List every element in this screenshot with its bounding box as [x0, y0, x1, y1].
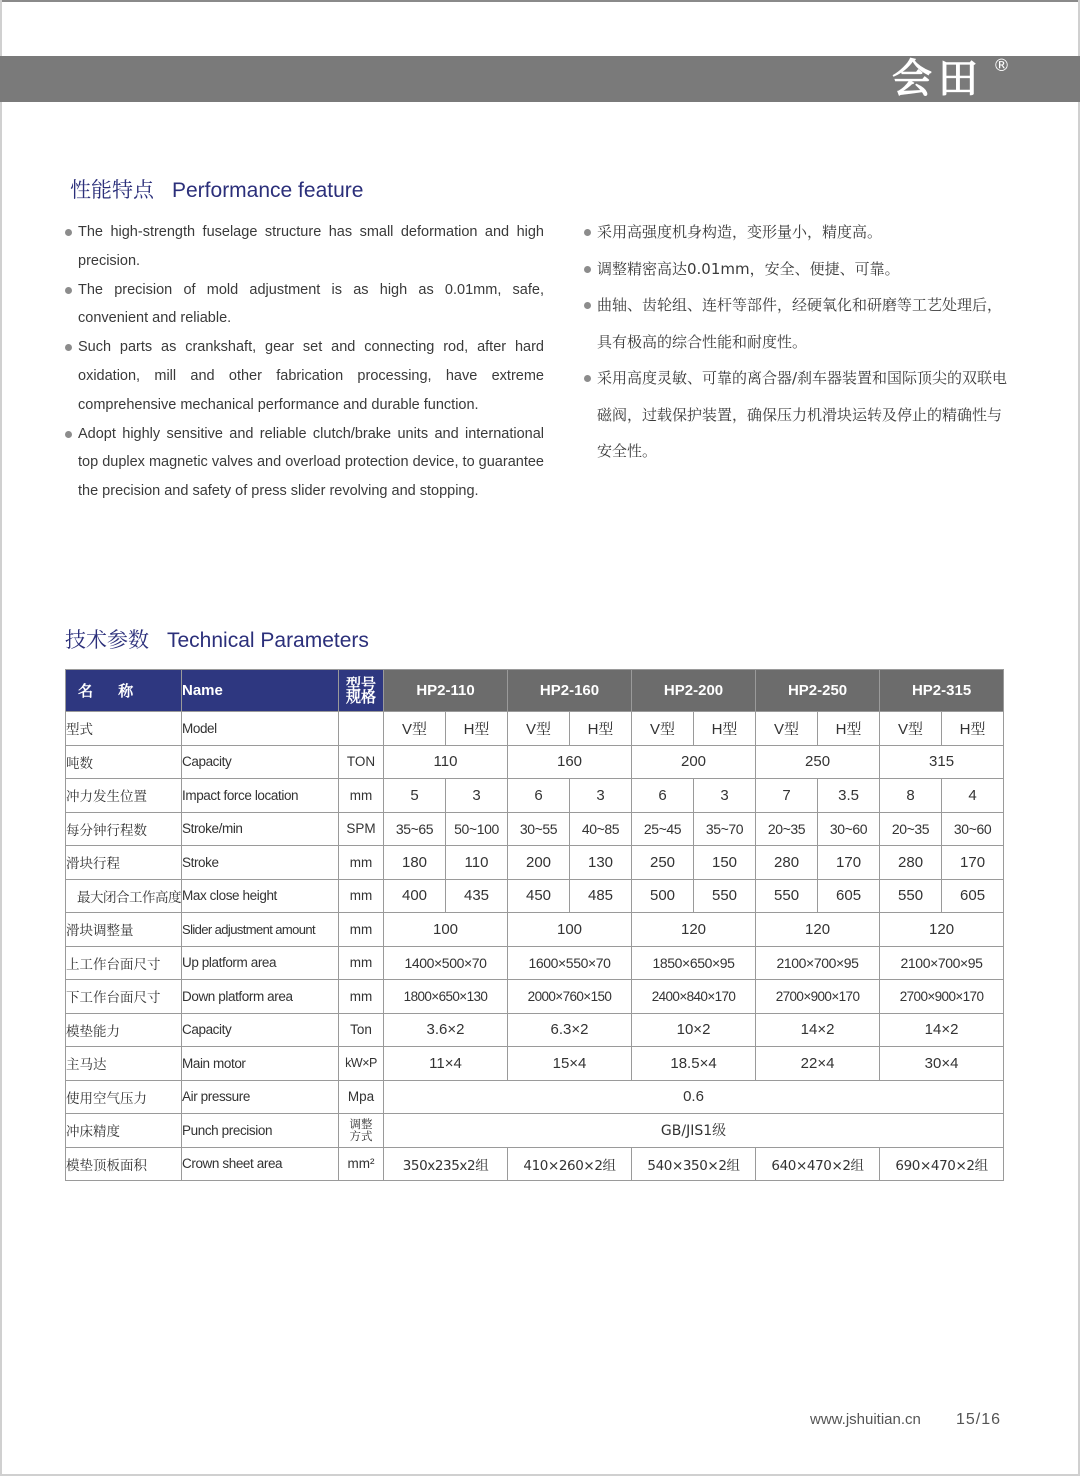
row-unit: mm: [339, 913, 384, 947]
row-label-en: Capacity: [182, 1013, 339, 1047]
table-cell: 100: [508, 913, 632, 947]
table-cell: 170: [818, 846, 880, 880]
row-label-zh: 滑块行程: [66, 846, 182, 880]
row-unit: mm: [339, 946, 384, 980]
table-cell: 2700×900×170: [756, 980, 880, 1014]
table-cell: 315: [880, 745, 1004, 779]
row-unit: [339, 1114, 384, 1148]
technical-title-zh: 技术参数: [65, 628, 149, 652]
table-cell: 3: [446, 779, 508, 813]
table-row-model-type: [66, 712, 1004, 746]
table-cell: 605: [942, 879, 1004, 913]
table-cell: 3: [694, 779, 756, 813]
feature-item-en: Such parts as crankshaft, gear set and connecting rod, after hard oxidation, mill and other fabrication processing, have extreme comprehensive mechanical performance and durable function.: [64, 333, 544, 419]
table-cell: 40~85: [570, 812, 632, 846]
header-spec-line1: 型号: [345, 674, 376, 693]
table-cell: V型: [508, 712, 570, 746]
table-cell: 350x235x2组: [384, 1147, 508, 1181]
table-cell: 540×350×2组: [632, 1147, 756, 1181]
table-cell: 550: [880, 879, 942, 913]
table-cell: 180: [384, 846, 446, 880]
row-label-zh: 型式: [66, 712, 182, 746]
table-cell: 250: [632, 846, 694, 880]
table-cell: 14×2: [880, 1013, 1004, 1047]
feature-list-zh: [583, 214, 1008, 470]
table-row: [66, 846, 1004, 880]
header-model: HP2-200: [632, 670, 756, 712]
table-cell: 7: [756, 779, 818, 813]
row-unit: mm: [339, 846, 384, 880]
table-cell: 1400×500×70: [384, 946, 508, 980]
table-cell: 6: [632, 779, 694, 813]
feature-item-en: The high-strength fuselage structure has small deformation and high precision.: [64, 218, 544, 276]
row-label-en: Slider adjustment amount: [182, 913, 339, 947]
technical-title: [65, 624, 369, 654]
table-cell: 130: [570, 846, 632, 880]
table-cell: 100: [384, 913, 508, 947]
row-label-zh: 吨数: [66, 745, 182, 779]
table-cell: 22×4: [756, 1047, 880, 1081]
table-cell: 605: [818, 879, 880, 913]
table-cell: 170: [942, 846, 1004, 880]
table-row: [66, 913, 1004, 947]
table-cell: 110: [384, 745, 508, 779]
table-cell: 485: [570, 879, 632, 913]
row-unit: mm: [339, 980, 384, 1014]
row-label-zh: 上工作台面尺寸: [66, 946, 182, 980]
feature-list-en: [64, 218, 544, 506]
row-unit: [339, 712, 384, 746]
table-cell: 1850×650×95: [632, 946, 756, 980]
page-border-left: [0, 0, 2, 1476]
table-row: [66, 779, 1004, 813]
table-cell: 10×2: [632, 1013, 756, 1047]
table-cell: 120: [756, 913, 880, 947]
row-unit: TON: [339, 745, 384, 779]
brand-logo: 会田: [892, 56, 984, 102]
header-model: HP2-110: [384, 670, 508, 712]
table-cell: V型: [880, 712, 942, 746]
technical-parameters-table: [65, 669, 1004, 1181]
feature-item-en: The precision of mold adjustment is as high as 0.01mm, safe, convenient and reliable.: [64, 276, 544, 334]
row-label-en: Impact force location: [182, 779, 339, 813]
row-label-zh: 最大闭合工作高度: [66, 879, 182, 913]
table-cell: 110: [446, 846, 508, 880]
feature-item-zh: 调整精密高达0.01mm，安全、便捷、可靠。: [583, 251, 1008, 288]
table-cell: 6.3×2: [508, 1013, 632, 1047]
table-cell: 30~55: [508, 812, 570, 846]
row-label-zh: 冲床精度: [66, 1114, 182, 1148]
row-label-zh: 冲力发生位置: [66, 779, 182, 813]
row-unit-line2: 方式: [349, 1129, 373, 1144]
header-spec: [339, 670, 384, 712]
row-unit: mm: [339, 879, 384, 913]
performance-title: [70, 174, 363, 204]
page-number: 15/16: [956, 1411, 1002, 1428]
table-cell: 2100×700×95: [756, 946, 880, 980]
table-cell: 250: [756, 745, 880, 779]
page-border-top: [0, 0, 1080, 2]
table-cell: 2000×760×150: [508, 980, 632, 1014]
table-cell: 435: [446, 879, 508, 913]
table-cell: 640×470×2组: [756, 1147, 880, 1181]
table-cell: V型: [632, 712, 694, 746]
table-cell: H型: [694, 712, 756, 746]
header-model: HP2-315: [880, 670, 1004, 712]
table-row: [66, 946, 1004, 980]
footer-website: www.jshuitian.cn: [810, 1411, 921, 1428]
row-label-zh: 下工作台面尺寸: [66, 980, 182, 1014]
table-cell: 18.5×4: [632, 1047, 756, 1081]
table-cell: 1800×650×130: [384, 980, 508, 1014]
table-cell: 280: [756, 846, 818, 880]
table-cell: 25~45: [632, 812, 694, 846]
table-cell: 8: [880, 779, 942, 813]
row-label-en: Stroke/min: [182, 812, 339, 846]
table-cell: GB/JIS1级: [384, 1114, 1004, 1148]
table-cell: 30~60: [942, 812, 1004, 846]
table-row: [66, 980, 1004, 1014]
feature-item-zh: 采用高度灵敏、可靠的离合器/刹车器装置和国际顶尖的双联电磁阀，过载保护装置，确保压力机滑块运转及停止的精确性与安全性。: [583, 360, 1008, 470]
header-model: HP2-160: [508, 670, 632, 712]
table-cell: 30~60: [818, 812, 880, 846]
table-cell: 410×260×2组: [508, 1147, 632, 1181]
row-label-zh: 模垫能力: [66, 1013, 182, 1047]
row-label-zh: 每分钟行程数: [66, 812, 182, 846]
row-label-en: Up platform area: [182, 946, 339, 980]
table-cell: 0.6: [384, 1080, 1004, 1114]
table-cell: 500: [632, 879, 694, 913]
table-cell: 35~70: [694, 812, 756, 846]
header-name-en: Name: [182, 670, 339, 712]
table-cell: 3.6×2: [384, 1013, 508, 1047]
table-cell: 120: [880, 913, 1004, 947]
table-row: [66, 812, 1004, 846]
row-label-en: Punch precision: [182, 1114, 339, 1148]
table-cell: 30×4: [880, 1047, 1004, 1081]
row-label-zh: 主马达: [66, 1047, 182, 1081]
row-label-en: Model: [182, 712, 339, 746]
table-cell: 3: [570, 779, 632, 813]
table-cell: 2100×700×95: [880, 946, 1004, 980]
feature-item-zh: 曲轴、齿轮组、连杆等部件，经硬氧化和研磨等工艺处理后，具有极高的综合性能和耐度性。: [583, 287, 1008, 360]
table-cell: 550: [694, 879, 756, 913]
row-unit: SPM: [339, 812, 384, 846]
table-cell: 690×470×2组: [880, 1147, 1004, 1181]
table-cell: 120: [632, 913, 756, 947]
table-cell: H型: [570, 712, 632, 746]
table-cell: 2400×840×170: [632, 980, 756, 1014]
table-row: [66, 1147, 1004, 1181]
table-cell: 400: [384, 879, 446, 913]
table-cell: 200: [508, 846, 570, 880]
table-cell: 5: [384, 779, 446, 813]
table-row: [66, 745, 1004, 779]
header-name-zh: 名 称: [66, 670, 182, 712]
table-header-row: [66, 670, 1004, 712]
row-unit: mm: [339, 779, 384, 813]
table-row: [66, 1047, 1004, 1081]
table-row: [66, 1080, 1004, 1114]
table-cell: 11×4: [384, 1047, 508, 1081]
table-cell: 6: [508, 779, 570, 813]
row-unit-line1: 调整: [349, 1117, 373, 1132]
table-row: [66, 1114, 1004, 1148]
row-label-en: Air pressure: [182, 1080, 339, 1114]
table-cell: 20~35: [880, 812, 942, 846]
performance-title-zh: 性能特点: [70, 178, 154, 202]
table-cell: 14×2: [756, 1013, 880, 1047]
row-label-en: Crown sheet area: [182, 1147, 339, 1181]
table-cell: 2700×900×170: [880, 980, 1004, 1014]
table-cell: 20~35: [756, 812, 818, 846]
row-label-en: Max close height: [182, 879, 339, 913]
row-label-zh: 使用空气压力: [66, 1080, 182, 1114]
row-label-en: Stroke: [182, 846, 339, 880]
row-unit: mm²: [339, 1147, 384, 1181]
performance-title-en: Performance feature: [172, 179, 364, 202]
table-cell: V型: [756, 712, 818, 746]
registered-mark: ®: [993, 56, 1010, 76]
row-label-zh: 模垫顶板面积: [66, 1147, 182, 1181]
header-spec-line2: 规格: [345, 687, 376, 706]
row-label-en: Down platform area: [182, 980, 339, 1014]
table-cell: 4: [942, 779, 1004, 813]
row-unit: Mpa: [339, 1080, 384, 1114]
row-label-zh: 滑块调整量: [66, 913, 182, 947]
row-unit: kW×P: [339, 1047, 384, 1081]
row-label-en: Main motor: [182, 1047, 339, 1081]
row-unit: Ton: [339, 1013, 384, 1047]
table-row: [66, 879, 1004, 913]
table-cell: H型: [446, 712, 508, 746]
table-cell: H型: [942, 712, 1004, 746]
header-model: HP2-250: [756, 670, 880, 712]
table-cell: 280: [880, 846, 942, 880]
table-cell: 200: [632, 745, 756, 779]
table-cell: 3.5: [818, 779, 880, 813]
table-cell: 150: [694, 846, 756, 880]
row-label-en: Capacity: [182, 745, 339, 779]
feature-item-zh: 采用高强度机身构造，变形量小，精度高。: [583, 214, 1008, 251]
table-cell: 160: [508, 745, 632, 779]
feature-item-en: Adopt highly sensitive and reliable clutch/brake units and international top duplex magnetic valves and overload protection device, to guarantee the precision and safety of press slider revolving and stopping.: [64, 420, 544, 506]
table-cell: 550: [756, 879, 818, 913]
table-cell: 50~100: [446, 812, 508, 846]
table-cell: 15×4: [508, 1047, 632, 1081]
table-cell: V型: [384, 712, 446, 746]
technical-title-en: Technical Parameters: [167, 629, 369, 652]
table-cell: H型: [818, 712, 880, 746]
table-row: [66, 1013, 1004, 1047]
table-cell: 450: [508, 879, 570, 913]
table-cell: 35~65: [384, 812, 446, 846]
table-cell: 1600×550×70: [508, 946, 632, 980]
